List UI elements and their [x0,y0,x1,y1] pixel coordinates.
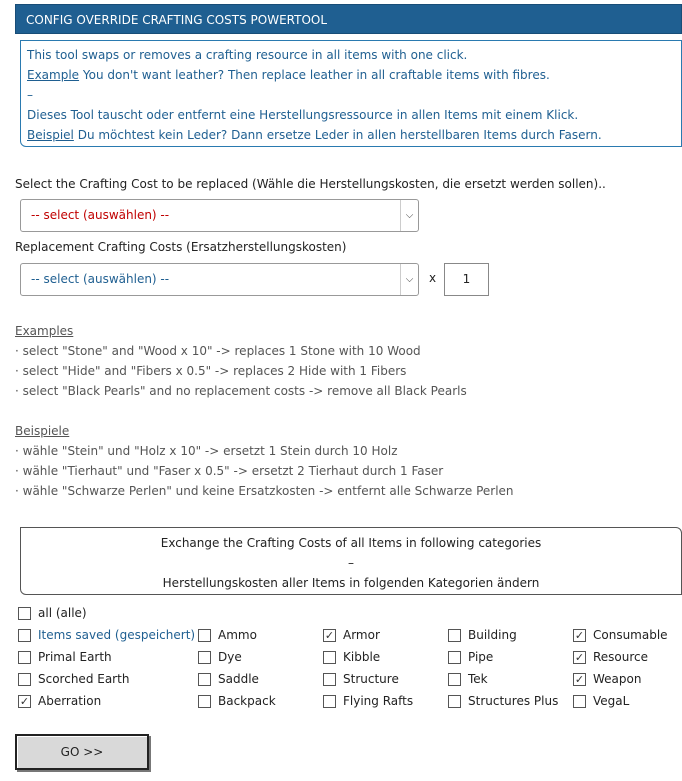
category-checkbox-item[interactable] [18,628,195,642]
category-label: Building [468,628,517,642]
category-label: Structures Plus [468,694,559,708]
category-checkbox[interactable] [198,651,211,664]
category-checkbox[interactable] [448,651,461,664]
category-checkbox-item[interactable] [198,628,257,642]
category-label: Pipe [468,650,494,664]
categories-header-de: Herstellungskosten aller Items in folgenden Kategorien ändern [162,576,540,590]
examples-heading: Examples [15,324,74,338]
category-checkbox[interactable] [18,695,31,708]
example-item: · select "Black Pearls" and no replacement costs -> remove all Black Pearls [15,384,467,398]
category-checkbox[interactable] [18,629,31,642]
category-checkbox[interactable] [18,673,31,686]
category-checkbox[interactable] [323,651,336,664]
category-label: Structure [343,672,399,686]
category-checkbox-item[interactable] [573,650,648,664]
example-item: · wähle "Schwarze Perlen" und keine Ersatzkosten -> entfernt alle Schwarze Perlen [15,484,514,498]
category-checkbox-item[interactable] [448,650,493,664]
categories-header-box [20,527,682,595]
category-label: Consumable [593,628,668,642]
replaced-cost-select-value: -- select (auswählen) -- [31,208,170,222]
category-checkbox[interactable] [573,629,586,642]
replacement-cost-label: Replacement Crafting Costs (Ersatzherstellungskosten) [15,240,347,254]
category-label: Ammo [218,628,257,642]
category-checkbox[interactable] [18,651,31,664]
chevron-down-icon: ⌵ [400,200,418,231]
examples-de [15,421,514,501]
category-label: Resource [593,650,649,664]
category-checkbox[interactable] [448,695,461,708]
category-label: Kibble [343,650,381,664]
category-label: Primal Earth [38,650,112,664]
category-label: Flying Rafts [343,694,414,708]
category-checkbox-item[interactable] [198,694,276,708]
category-checkbox-item[interactable] [18,672,129,686]
category-checkbox-item[interactable] [448,672,488,686]
replacement-cost-select-value: -- select (auswählen) -- [31,272,170,286]
examples-en [15,321,467,401]
category-label: Items saved (gespeichert) [38,628,196,642]
info-line-2-text: You don't want leather? Then replace leather in all craftable items with fibres. [82,68,550,82]
info-line-4-text: Du möchtest kein Leder? Dann ersetze Leder in allen herstellbaren Items durch Fasern. [77,128,602,142]
category-label: Armor [343,628,380,642]
category-checkbox-item[interactable] [323,650,380,664]
info-line-3: Dieses Tool tauscht oder entfernt eine Herstellungsressource in allen Items mit einem Klick. [27,108,579,122]
category-label: Dye [218,650,242,664]
category-checkbox-item[interactable] [448,628,517,642]
category-checkbox-item[interactable] [573,672,641,686]
categories-header-en: Exchange the Crafting Costs of all Items in following categories [160,536,542,550]
category-checkbox-item[interactable] [18,694,101,708]
category-checkbox[interactable] [323,629,336,642]
all-checkbox-label: all (alle) [38,606,87,620]
category-checkbox[interactable] [323,695,336,708]
category-checkbox-item[interactable] [448,694,558,708]
quantity-input[interactable]: 1 [444,263,489,296]
category-checkbox[interactable] [448,673,461,686]
category-label: VegaL [593,694,630,708]
example-item: · wähle "Stein" und "Holz x 10" -> ersetzt 1 Stein durch 10 Holz [15,444,398,458]
info-line-1: This tool swaps or removes a crafting resource in all items with one click. [27,48,468,62]
category-checkbox-item[interactable] [323,628,380,642]
example-link[interactable]: Example [27,68,80,82]
category-checkbox[interactable] [573,651,586,664]
replaced-cost-select[interactable] [20,199,419,232]
category-checkbox[interactable] [198,673,211,686]
replaced-cost-label: Select the Crafting Cost to be replaced (Wähle die Herstellungskosten, die ersetzt werden sollen).. [15,177,606,191]
category-checkbox-item[interactable] [573,628,668,642]
category-checkbox[interactable] [573,695,586,708]
category-label: Aberration [38,694,102,708]
category-checkbox[interactable] [448,629,461,642]
page-title: CONFIG OVERRIDE CRAFTING COSTS POWERTOOL [15,4,682,34]
category-checkbox-item[interactable] [323,694,413,708]
category-checkbox-item[interactable] [18,650,112,664]
category-checkbox[interactable] [198,695,211,708]
category-label: Backpack [218,694,276,708]
category-checkbox[interactable] [573,673,586,686]
chevron-down-icon: ⌵ [400,264,418,295]
all-checkbox[interactable] [18,607,31,620]
category-checkbox-item[interactable] [323,672,399,686]
category-checkbox-item[interactable] [198,672,259,686]
category-label: Tek [468,672,488,686]
category-checkbox[interactable] [198,629,211,642]
example-item: · select "Stone" and "Wood x 10" -> replaces 1 Stone with 10 Wood [15,344,421,358]
category-label: Scorched Earth [38,672,130,686]
example-item: · select "Hide" and "Fibers x 0.5" -> replaces 2 Hide with 1 Fibers [15,364,407,378]
category-checkbox-item[interactable] [198,650,242,664]
category-checkbox[interactable] [323,673,336,686]
category-label: Weapon [593,672,642,686]
info-line-4 [27,125,675,145]
categories-header-separator: – [348,556,354,570]
info-separator: – [27,88,33,102]
multiplier-sign: x [429,271,437,285]
category-checkbox-item[interactable] [573,694,629,708]
info-line-2 [27,65,675,85]
replacement-cost-select[interactable] [20,263,419,296]
example-item: · wähle "Tierhaut" und "Faser x 0.5" -> ersetzt 2 Tierhaut durch 1 Faser [15,464,444,478]
beispiel-link[interactable]: Beispiel [27,128,74,142]
info-box [20,40,682,147]
beispiele-heading: Beispiele [15,424,70,438]
all-checkbox-item[interactable] [18,606,87,620]
category-label: Saddle [218,672,259,686]
go-button[interactable]: GO >> [15,734,149,770]
